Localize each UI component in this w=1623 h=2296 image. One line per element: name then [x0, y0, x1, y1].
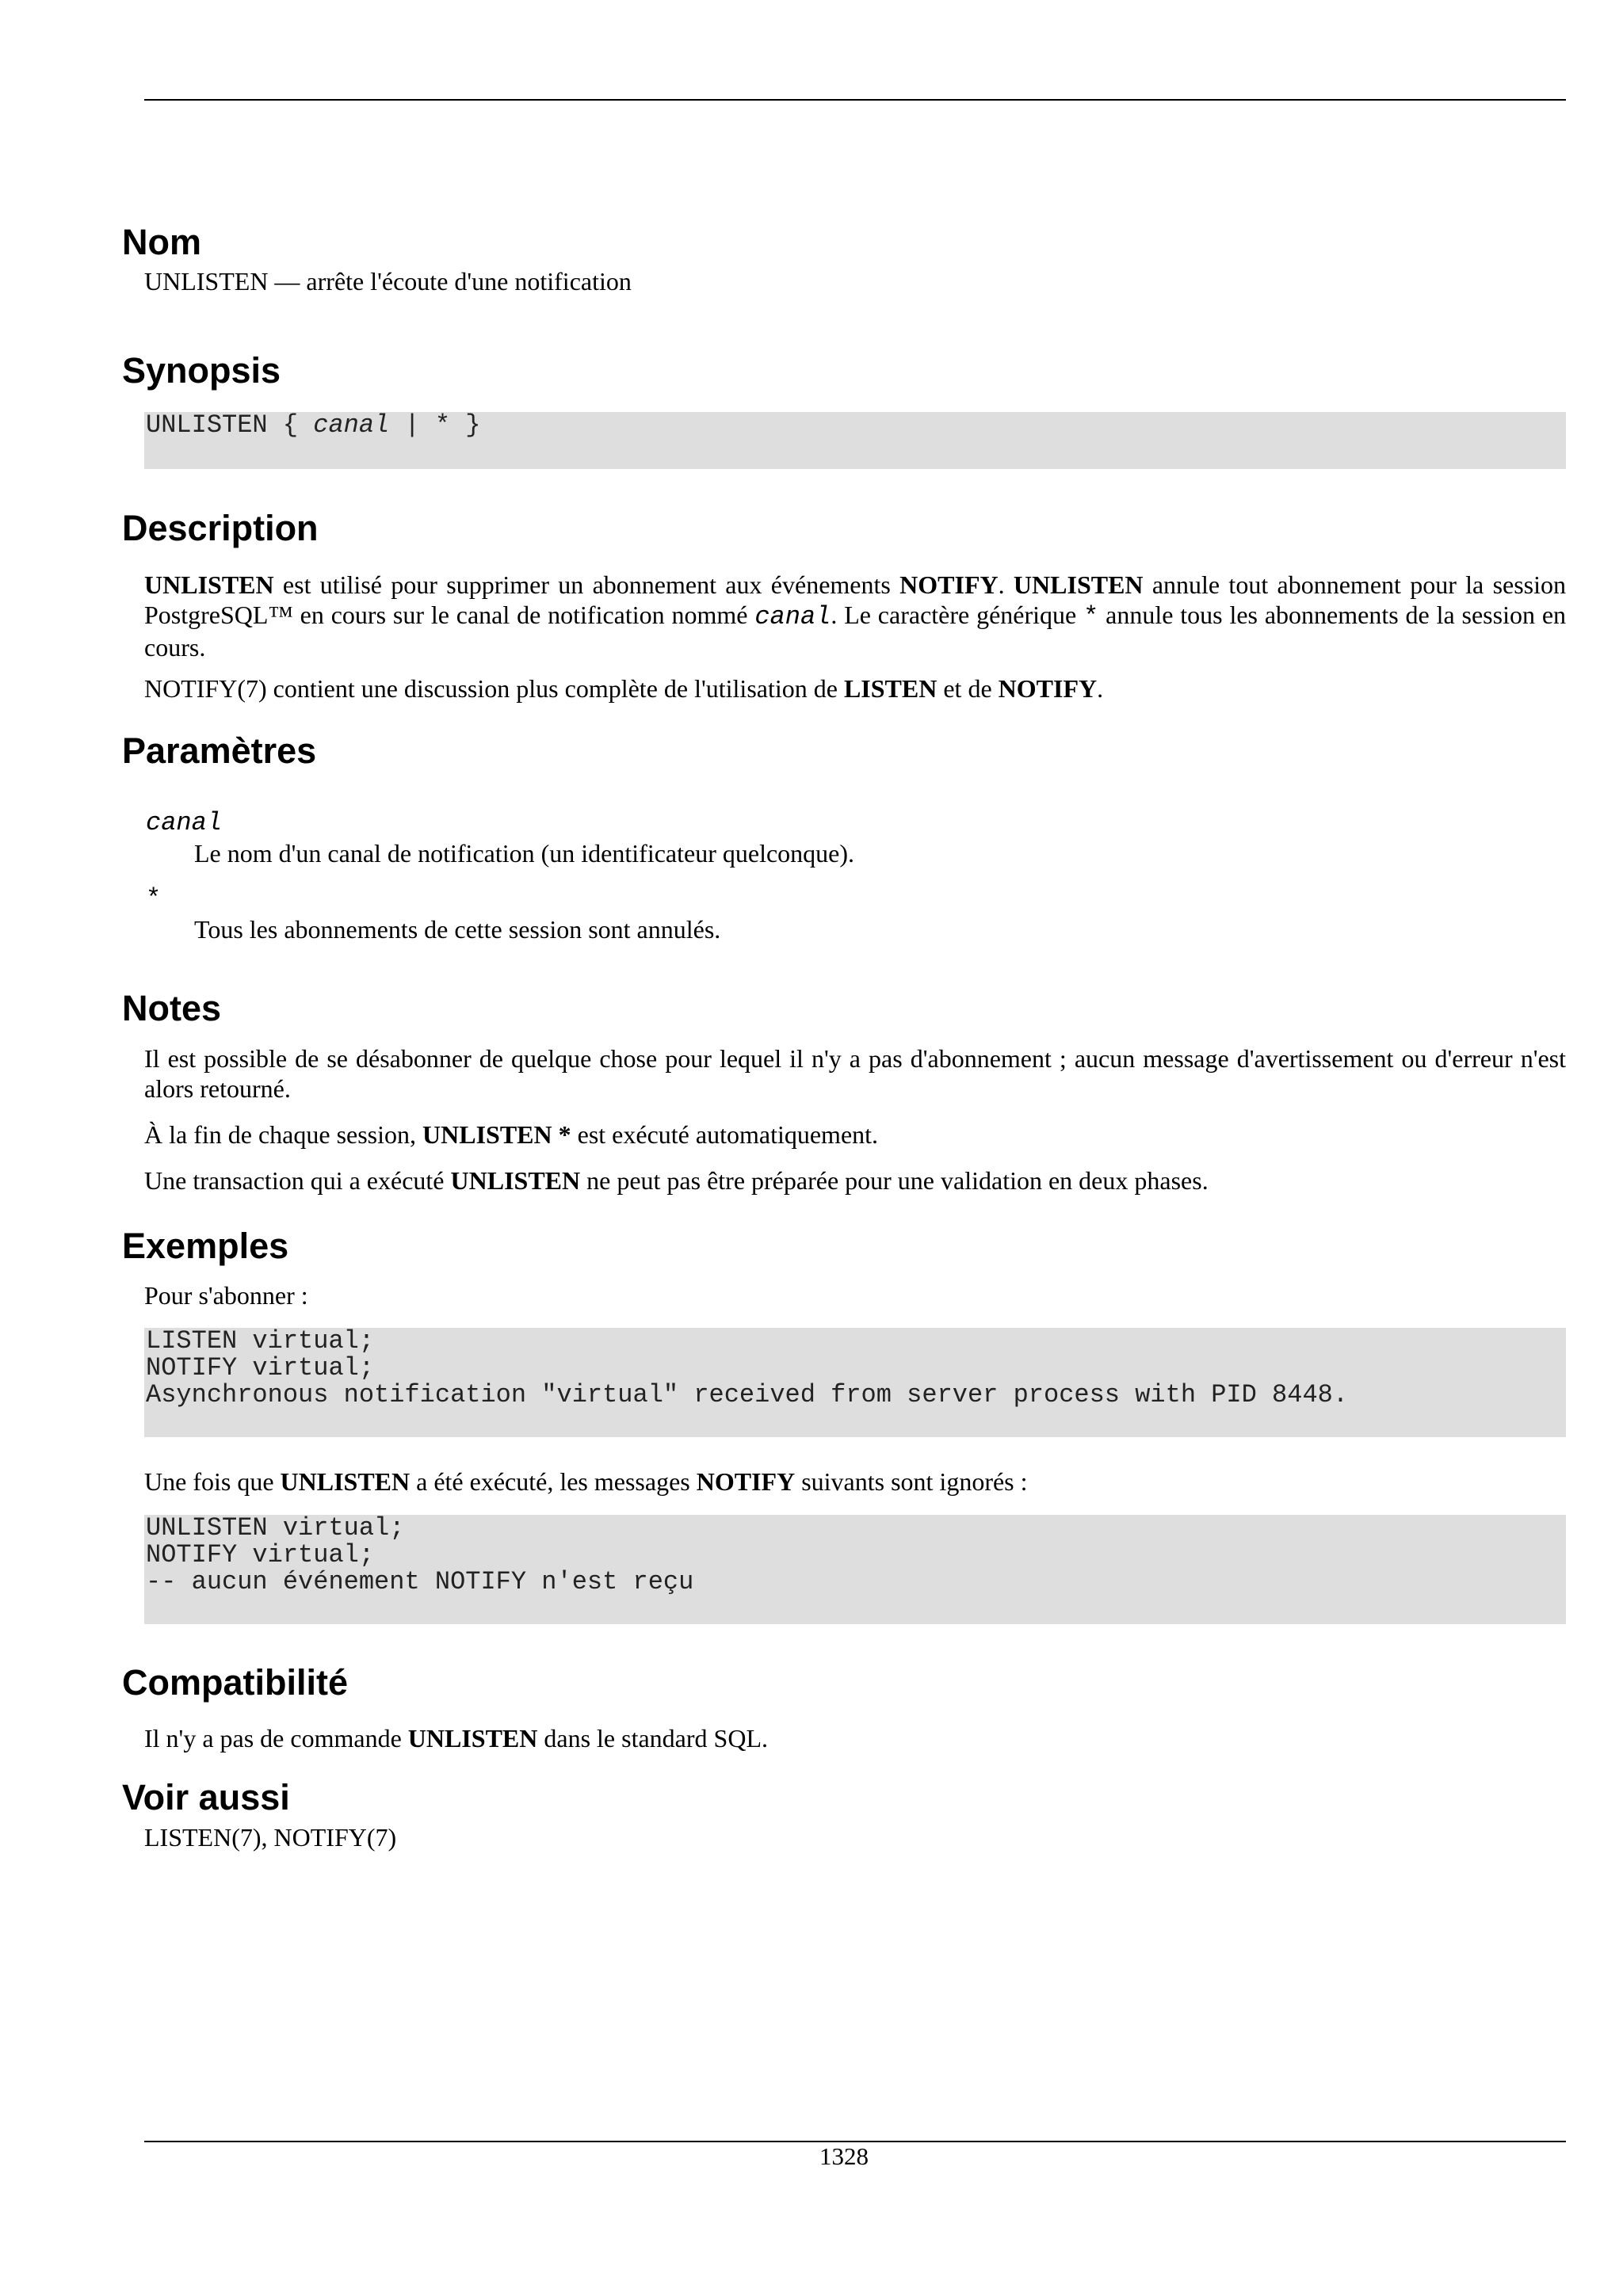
heading-description: Description [122, 508, 319, 548]
description-b2: NOTIFY [899, 570, 999, 599]
notes-paragraph-1: Il est possible de se désabonner de quelque chose pour lequel il n'y a pas d'abonnement ; aucun message d'avertissement ou d'erreur n'est alors retourné. [144, 1044, 1566, 1103]
synopsis-code-suffix: | * } [389, 410, 481, 440]
description-p2-t3: . [1097, 674, 1104, 703]
description-p2-t2: et de [937, 674, 999, 703]
heading-exemples: Exemples [122, 1226, 289, 1266]
compatibilite-t2: dans le standard SQL. [537, 1724, 768, 1753]
description-t5: annule tous les abonnements de la session en cours. [144, 601, 1567, 662]
exemples-intro2-b1: UNLISTEN [280, 1467, 411, 1496]
heading-synopsis: Synopsis [122, 350, 281, 391]
param-term-star: * [146, 884, 162, 913]
notes-p2-b1: UNLISTEN * [422, 1120, 571, 1149]
synopsis-code [144, 412, 1566, 469]
param-term-canal: canal [146, 808, 223, 837]
exemples-intro2-b2: NOTIFY [696, 1467, 796, 1496]
header-rule [144, 99, 1566, 101]
exemples-intro-2 [144, 1466, 1566, 1497]
exemples-intro2-t2: a été exécuté, les messages [410, 1467, 697, 1496]
notes-p2-t1: À la fin de chaque session, [144, 1120, 423, 1149]
exemples-intro2-t1: Une fois que [144, 1467, 281, 1496]
description-code1: canal [754, 602, 831, 631]
param-def-star: Tous les abonnements de cette session sont annulés. [194, 915, 721, 944]
exemples-code-2: UNLISTEN virtual; NOTIFY virtual; -- aucun événement NOTIFY n'est reçu [144, 1515, 1566, 1624]
notes-p3-b1: UNLISTEN [450, 1166, 581, 1195]
exemples-code-1: LISTEN virtual; NOTIFY virtual; Asynchronous notification "virtual" received from server process with PID 8448. [144, 1328, 1566, 1437]
description-p2-b1: LISTEN [843, 674, 938, 703]
exemples-intro-1: Pour s'abonner : [144, 1281, 308, 1310]
description-t2: . [998, 570, 1014, 599]
description-code2: * [1083, 602, 1099, 631]
heading-nom: Nom [122, 222, 201, 262]
notes-p3-t1: Une transaction qui a exécuté [144, 1166, 451, 1195]
description-b1: UNLISTEN [144, 570, 274, 599]
param-def-canal: Le nom d'un canal de notification (un identificateur quelconque). [194, 839, 855, 868]
voir-aussi-text: LISTEN(7), NOTIFY(7) [144, 1823, 397, 1852]
heading-compatibilite: Compatibilité [122, 1662, 349, 1703]
heading-notes: Notes [122, 988, 222, 1028]
description-t1: est utilisé pour supprimer un abonnement aux événements [273, 570, 900, 599]
nom-text: UNLISTEN — arrête l'écoute d'une notification [144, 267, 632, 296]
description-paragraph-1 [144, 570, 1566, 662]
compatibilite-text [144, 1723, 1566, 1753]
description-t3: annule tout abonnement pour la session PostgreSQL™ en cours sur le canal de notification nommé [144, 570, 1567, 629]
notes-p3-t2: ne peut pas être préparée pour une validation en deux phases. [580, 1166, 1209, 1195]
compatibilite-t1: Il n'y a pas de commande [144, 1724, 408, 1753]
heading-parametres: Paramètres [122, 730, 317, 771]
exemples-intro2-t3: suivants sont ignorés : [795, 1467, 1028, 1496]
notes-paragraph-2 [144, 1119, 1566, 1150]
description-p2-t1: NOTIFY(7) contient une discussion plus complète de l'utilisation de [144, 674, 844, 703]
page-number: 1328 [819, 2142, 869, 2170]
notes-p2-t2: est exécuté automatiquement. [571, 1120, 879, 1149]
compatibilite-b1: UNLISTEN [407, 1724, 538, 1753]
synopsis-code-param: canal [313, 410, 390, 440]
notes-paragraph-3 [144, 1165, 1566, 1196]
synopsis-code-prefix: UNLISTEN { [146, 410, 314, 440]
description-p2-b2: NOTIFY [998, 674, 1098, 703]
description-paragraph-2 [144, 673, 1566, 704]
description-t4: . Le caractère générique [831, 601, 1084, 629]
heading-voir-aussi: Voir aussi [122, 1777, 290, 1817]
description-b3: UNLISTEN [1013, 570, 1144, 599]
